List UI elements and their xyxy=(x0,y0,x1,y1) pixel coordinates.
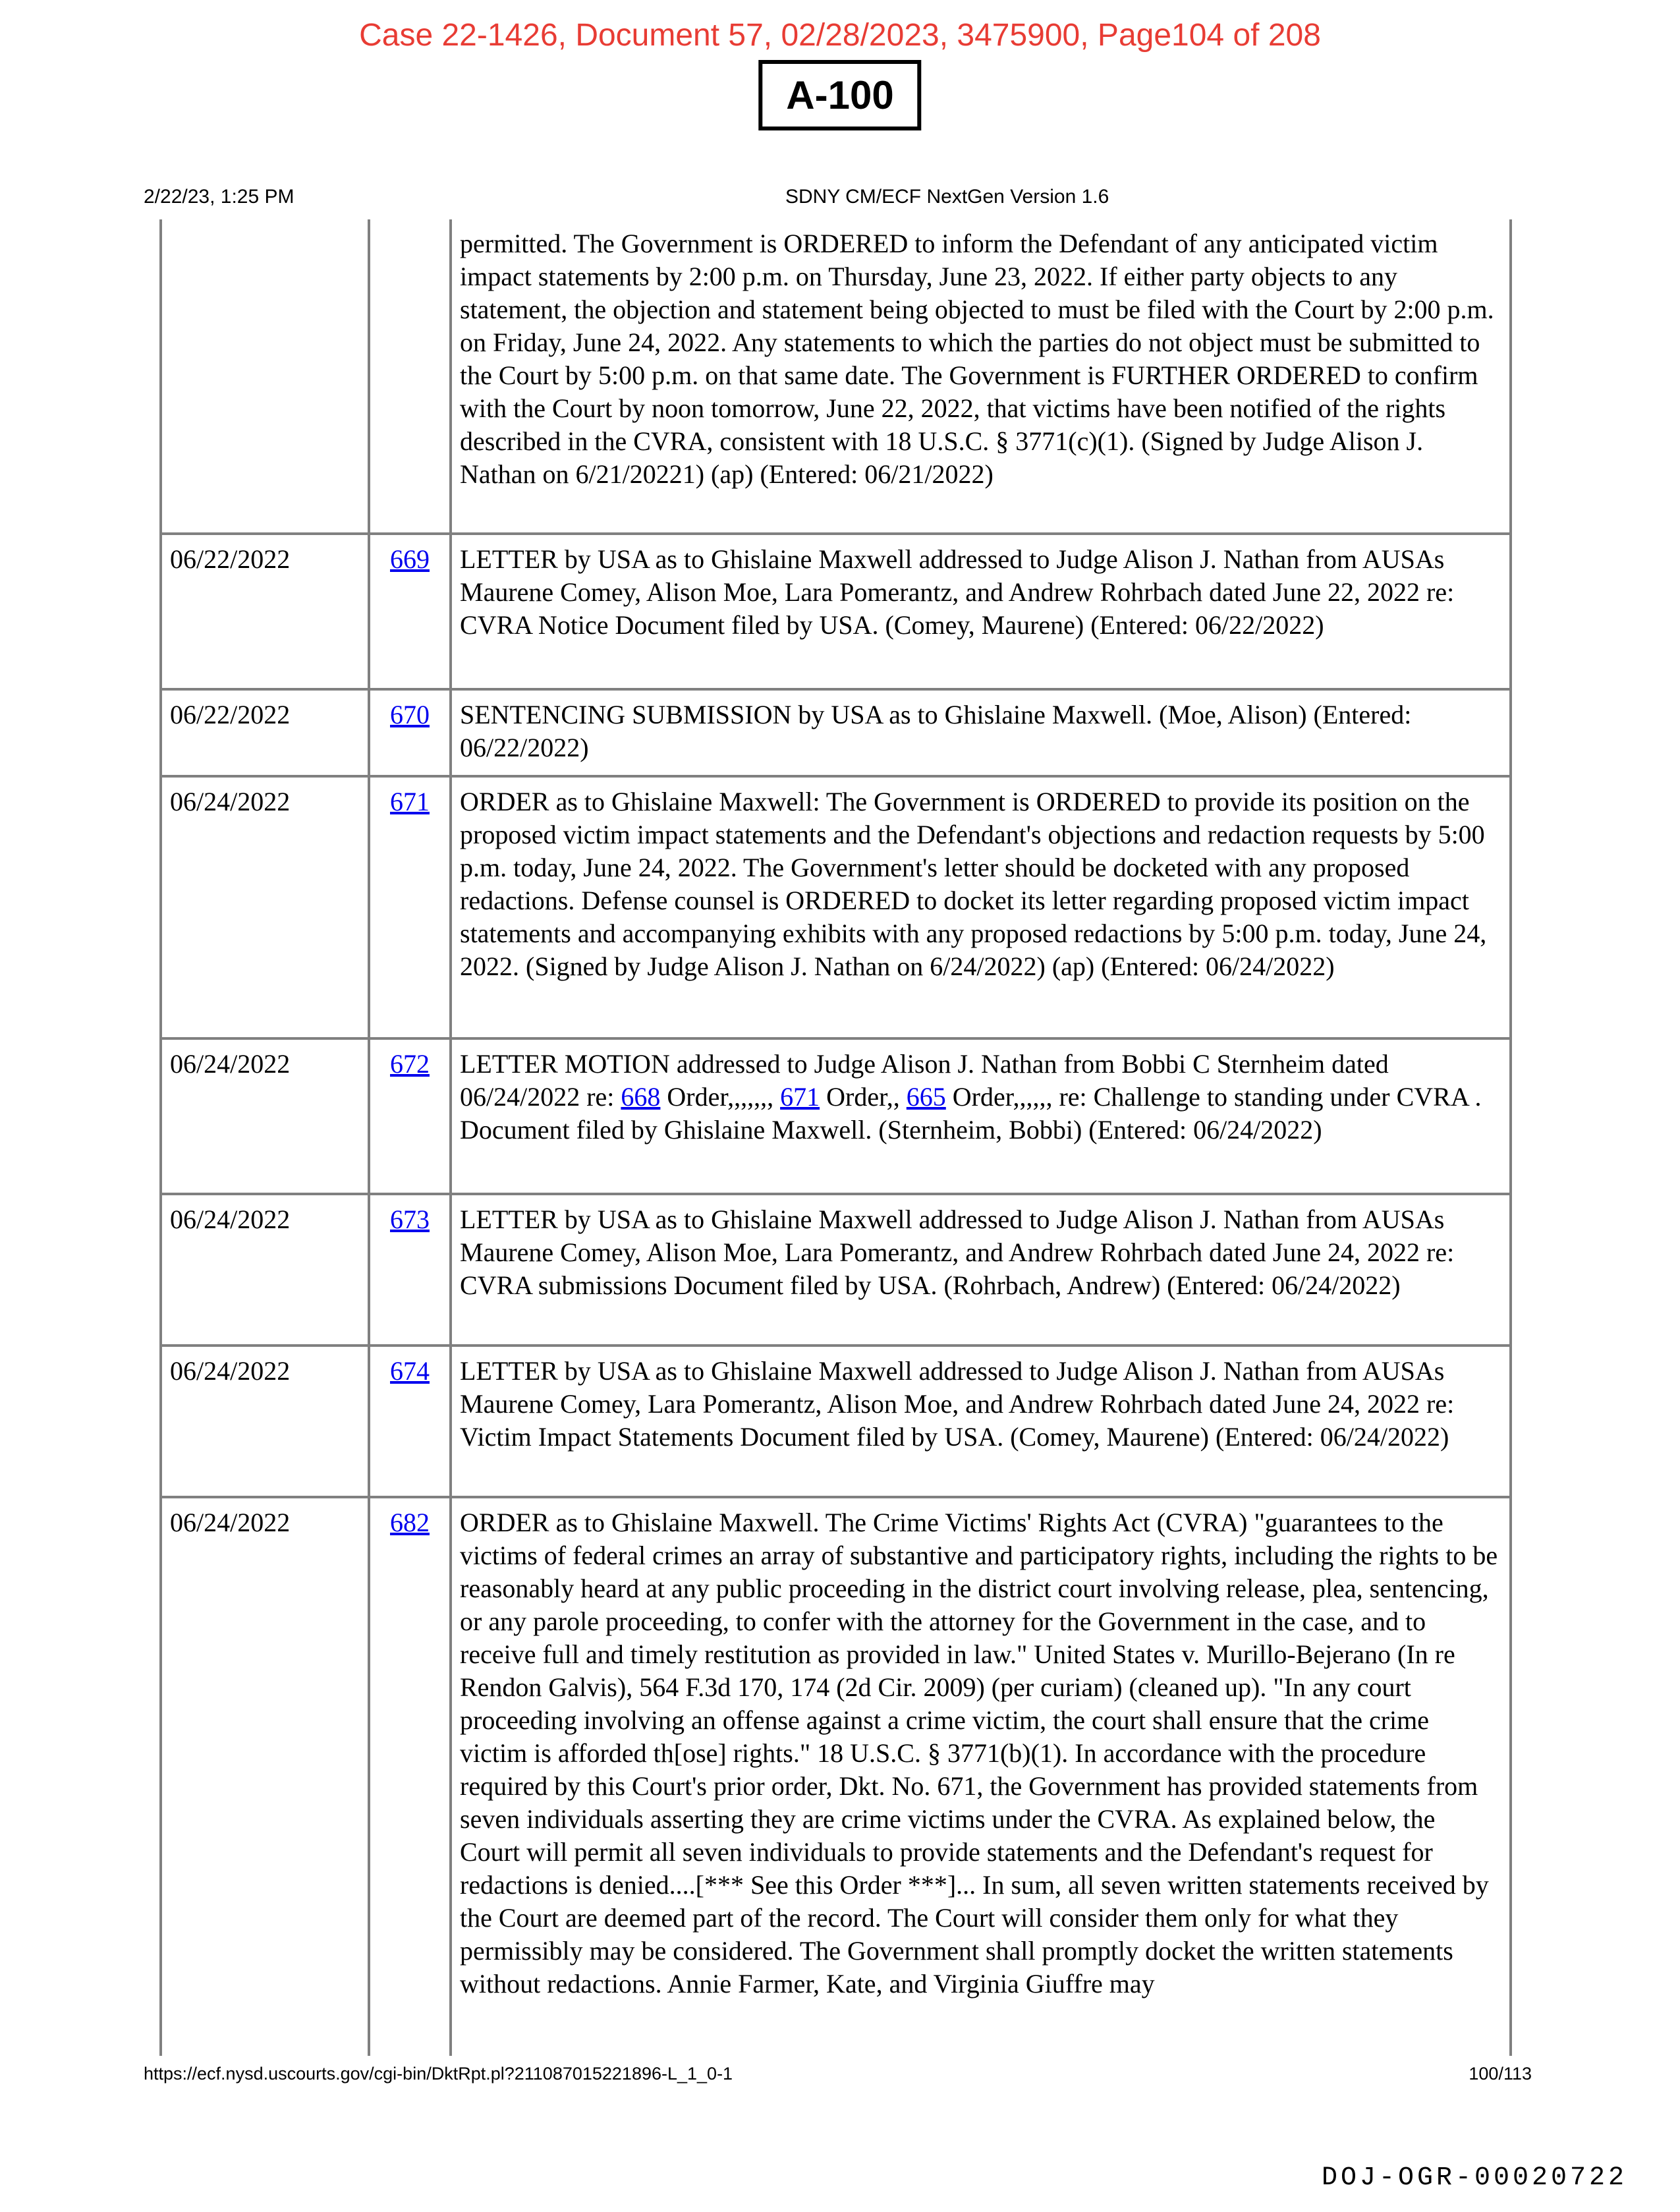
docket-number-cell xyxy=(369,1038,451,1194)
docket-date-cell xyxy=(161,219,369,534)
docket-text-cell: permitted. The Government is ORDERED to inform the Defendant of any anticipated victim impact statements by 2:00 p.m. on Thursday, June 23, 2022. If either party objects to any statement, the objection and statement being objected to must be filed with the Court by 2:00 p.m. on Friday, June 24, 2022. Any statements to which the parties do not object must be submitted to the Court by 5:00 p.m. on that same date. The Government is FURTHER ORDERED to confirm with the Court by noon tomorrow, June 22, 2022, that victims have been notified of the rights described in the CVRA, consistent with 18 U.S.C. § 3771(c)(1). (Signed by Judge Alison J. Nathan on 6/21/20221) (ap) (Entered: 06/21/2022) xyxy=(451,219,1511,534)
docket-inline-link[interactable]: 665 xyxy=(906,1082,946,1112)
docket-text-cell: SENTENCING SUBMISSION by USA as to Ghislaine Maxwell. (Moe, Alison) (Entered: 06/22/2022) xyxy=(451,689,1511,776)
print-datetime: 2/22/23, 1:25 PM xyxy=(144,186,294,208)
docket-row xyxy=(161,1038,1511,1194)
docket-date-cell: 06/22/2022 xyxy=(161,689,369,776)
docket-number-link[interactable]: 674 xyxy=(390,1356,430,1386)
docket-row xyxy=(161,1194,1511,1346)
docket-text-cell: LETTER by USA as to Ghislaine Maxwell addressed to Judge Alison J. Nathan from AUSAs Maurene Comey, Lara Pomerantz, Alison Moe, and Andrew Rohrbach dated June 24, 2022 re: Victim Impact Statements Document filed by USA. (Comey, Maurene) (Entered: 06/24/2022) xyxy=(451,1346,1511,1497)
docket-number-link[interactable]: 682 xyxy=(390,1508,430,1537)
docket-inline-link[interactable]: 671 xyxy=(780,1082,820,1112)
docket-row xyxy=(161,1346,1511,1497)
bates-number: DOJ-OGR-00020722 xyxy=(1321,2163,1627,2193)
docket-text-cell: LETTER by USA as to Ghislaine Maxwell addressed to Judge Alison J. Nathan from AUSAs Maurene Comey, Alison Moe, Lara Pomerantz, and Andrew Rohrbach dated June 22, 2022 re: CVRA Notice Document filed by USA. (Comey, Maurene) (Entered: 06/22/2022) xyxy=(451,534,1511,689)
docket-number-link[interactable]: 672 xyxy=(390,1049,430,1079)
docket-date-cell: 06/24/2022 xyxy=(161,776,369,1038)
case-stamp-header: Case 22-1426, Document 57, 02/28/2023, 3475900, Page104 of 208 xyxy=(359,18,1321,53)
docket-row xyxy=(161,776,1511,1038)
appendix-page-label: A-100 xyxy=(758,60,921,130)
docket-number-cell xyxy=(369,1346,451,1497)
docket-number-cell xyxy=(369,534,451,689)
docket-number-link[interactable]: 671 xyxy=(390,787,430,816)
docket-number-cell xyxy=(369,689,451,776)
report-url: https://ecf.nysd.uscourts.gov/cgi-bin/DktRpt.pl?211087015221896-L_1_0-1 xyxy=(144,2064,733,2084)
docket-inline-link[interactable]: 668 xyxy=(621,1082,661,1112)
docket-date-cell: 06/24/2022 xyxy=(161,1038,369,1194)
docket-date-cell: 06/24/2022 xyxy=(161,1497,369,2056)
docket-number-link[interactable]: 669 xyxy=(390,544,430,574)
docket-text-cell: LETTER by USA as to Ghislaine Maxwell addressed to Judge Alison J. Nathan from AUSAs Maurene Comey, Alison Moe, Lara Pomerantz, and Andrew Rohrbach dated June 24, 2022 re: CVRA submissions Document filed by USA. (Rohrbach, Andrew) (Entered: 06/24/2022) xyxy=(451,1194,1511,1346)
docket-text-cell: ORDER as to Ghislaine Maxwell: The Government is ORDERED to provide its position on the proposed victim impact statements and the Defendant's objections and redaction requests by 5:00 p.m. today, June 24, 2022. The Government's letter should be docketed with any proposed redactions. Defense counsel is ORDERED to docket its letter regarding proposed victim impact statements and accompanying exhibits with any proposed redactions by 5:00 p.m. today, June 24, 2022. (Signed by Judge Alison J. Nathan on 6/24/2022) (ap) (Entered: 06/24/2022) xyxy=(451,776,1511,1038)
docket-row xyxy=(161,219,1511,534)
docket-table xyxy=(159,219,1512,2056)
docket-row xyxy=(161,689,1511,776)
docket-date-cell: 06/24/2022 xyxy=(161,1346,369,1497)
page-indicator: 100/113 xyxy=(1469,2064,1532,2084)
docket-row xyxy=(161,534,1511,689)
docket-number-link[interactable]: 670 xyxy=(390,700,430,729)
docket-number-link[interactable]: 673 xyxy=(390,1205,430,1234)
docket-row xyxy=(161,1497,1511,2056)
docket-number-cell xyxy=(369,219,451,534)
docket-date-cell: 06/22/2022 xyxy=(161,534,369,689)
docket-text-cell: LETTER MOTION addressed to Judge Alison J. Nathan from Bobbi C Sternheim dated 06/24/2022 re: 668 Order,,,,,,, 671 Order,, 665 Order,,,,,, re: Challenge to standing under CVRA . Document filed by Ghislaine Maxwell. (Sternheim, Bobbi) (Entered: 06/24/2022) xyxy=(451,1038,1511,1194)
docket-number-cell xyxy=(369,776,451,1038)
docket-text-cell: ORDER as to Ghislaine Maxwell. The Crime Victims' Rights Act (CVRA) "guarantees to the victims of federal crimes an array of substantive and participatory rights, including the rights to be reasonably heard at any public proceeding in the district court involving release, plea, sentencing, or any parole proceeding, to confer with the attorney for the Government in the case, and to receive full and timely restitution as provided in law." United States v. Murillo-Bejerano (In re Rendon Galvis), 564 F.3d 170, 174 (2d Cir. 2009) (per curiam) (cleaned up). "In any court proceeding involving an offense against a crime victim, the court shall ensure that the crime victim is afforded th[ose] rights." 18 U.S.C. § 3771(b)(1). In accordance with the procedure required by this Court's prior order, Dkt. No. 671, the Government has provided statements from seven individuals asserting they are crime victims under the CVRA. As explained below, the Court will permit all seven individuals to provide statements and the Defendant's request for redactions is denied....[*** See this Order ***]... In sum, all seven written statements received by the Court are deemed part of the record. The Court will consider them only for what they permissibly may be considered. The Government shall promptly docket the written statements without redactions. Annie Farmer, Kate, and Virginia Giuffre may xyxy=(460,1508,1498,1999)
docket-table-container xyxy=(159,219,1512,2056)
docket-date-cell: 06/24/2022 xyxy=(161,1194,369,1346)
docket-number-cell xyxy=(369,1194,451,1346)
ecf-app-title: SDNY CM/ECF NextGen Version 1.6 xyxy=(785,186,1109,208)
docket-number-cell xyxy=(369,1497,451,2056)
